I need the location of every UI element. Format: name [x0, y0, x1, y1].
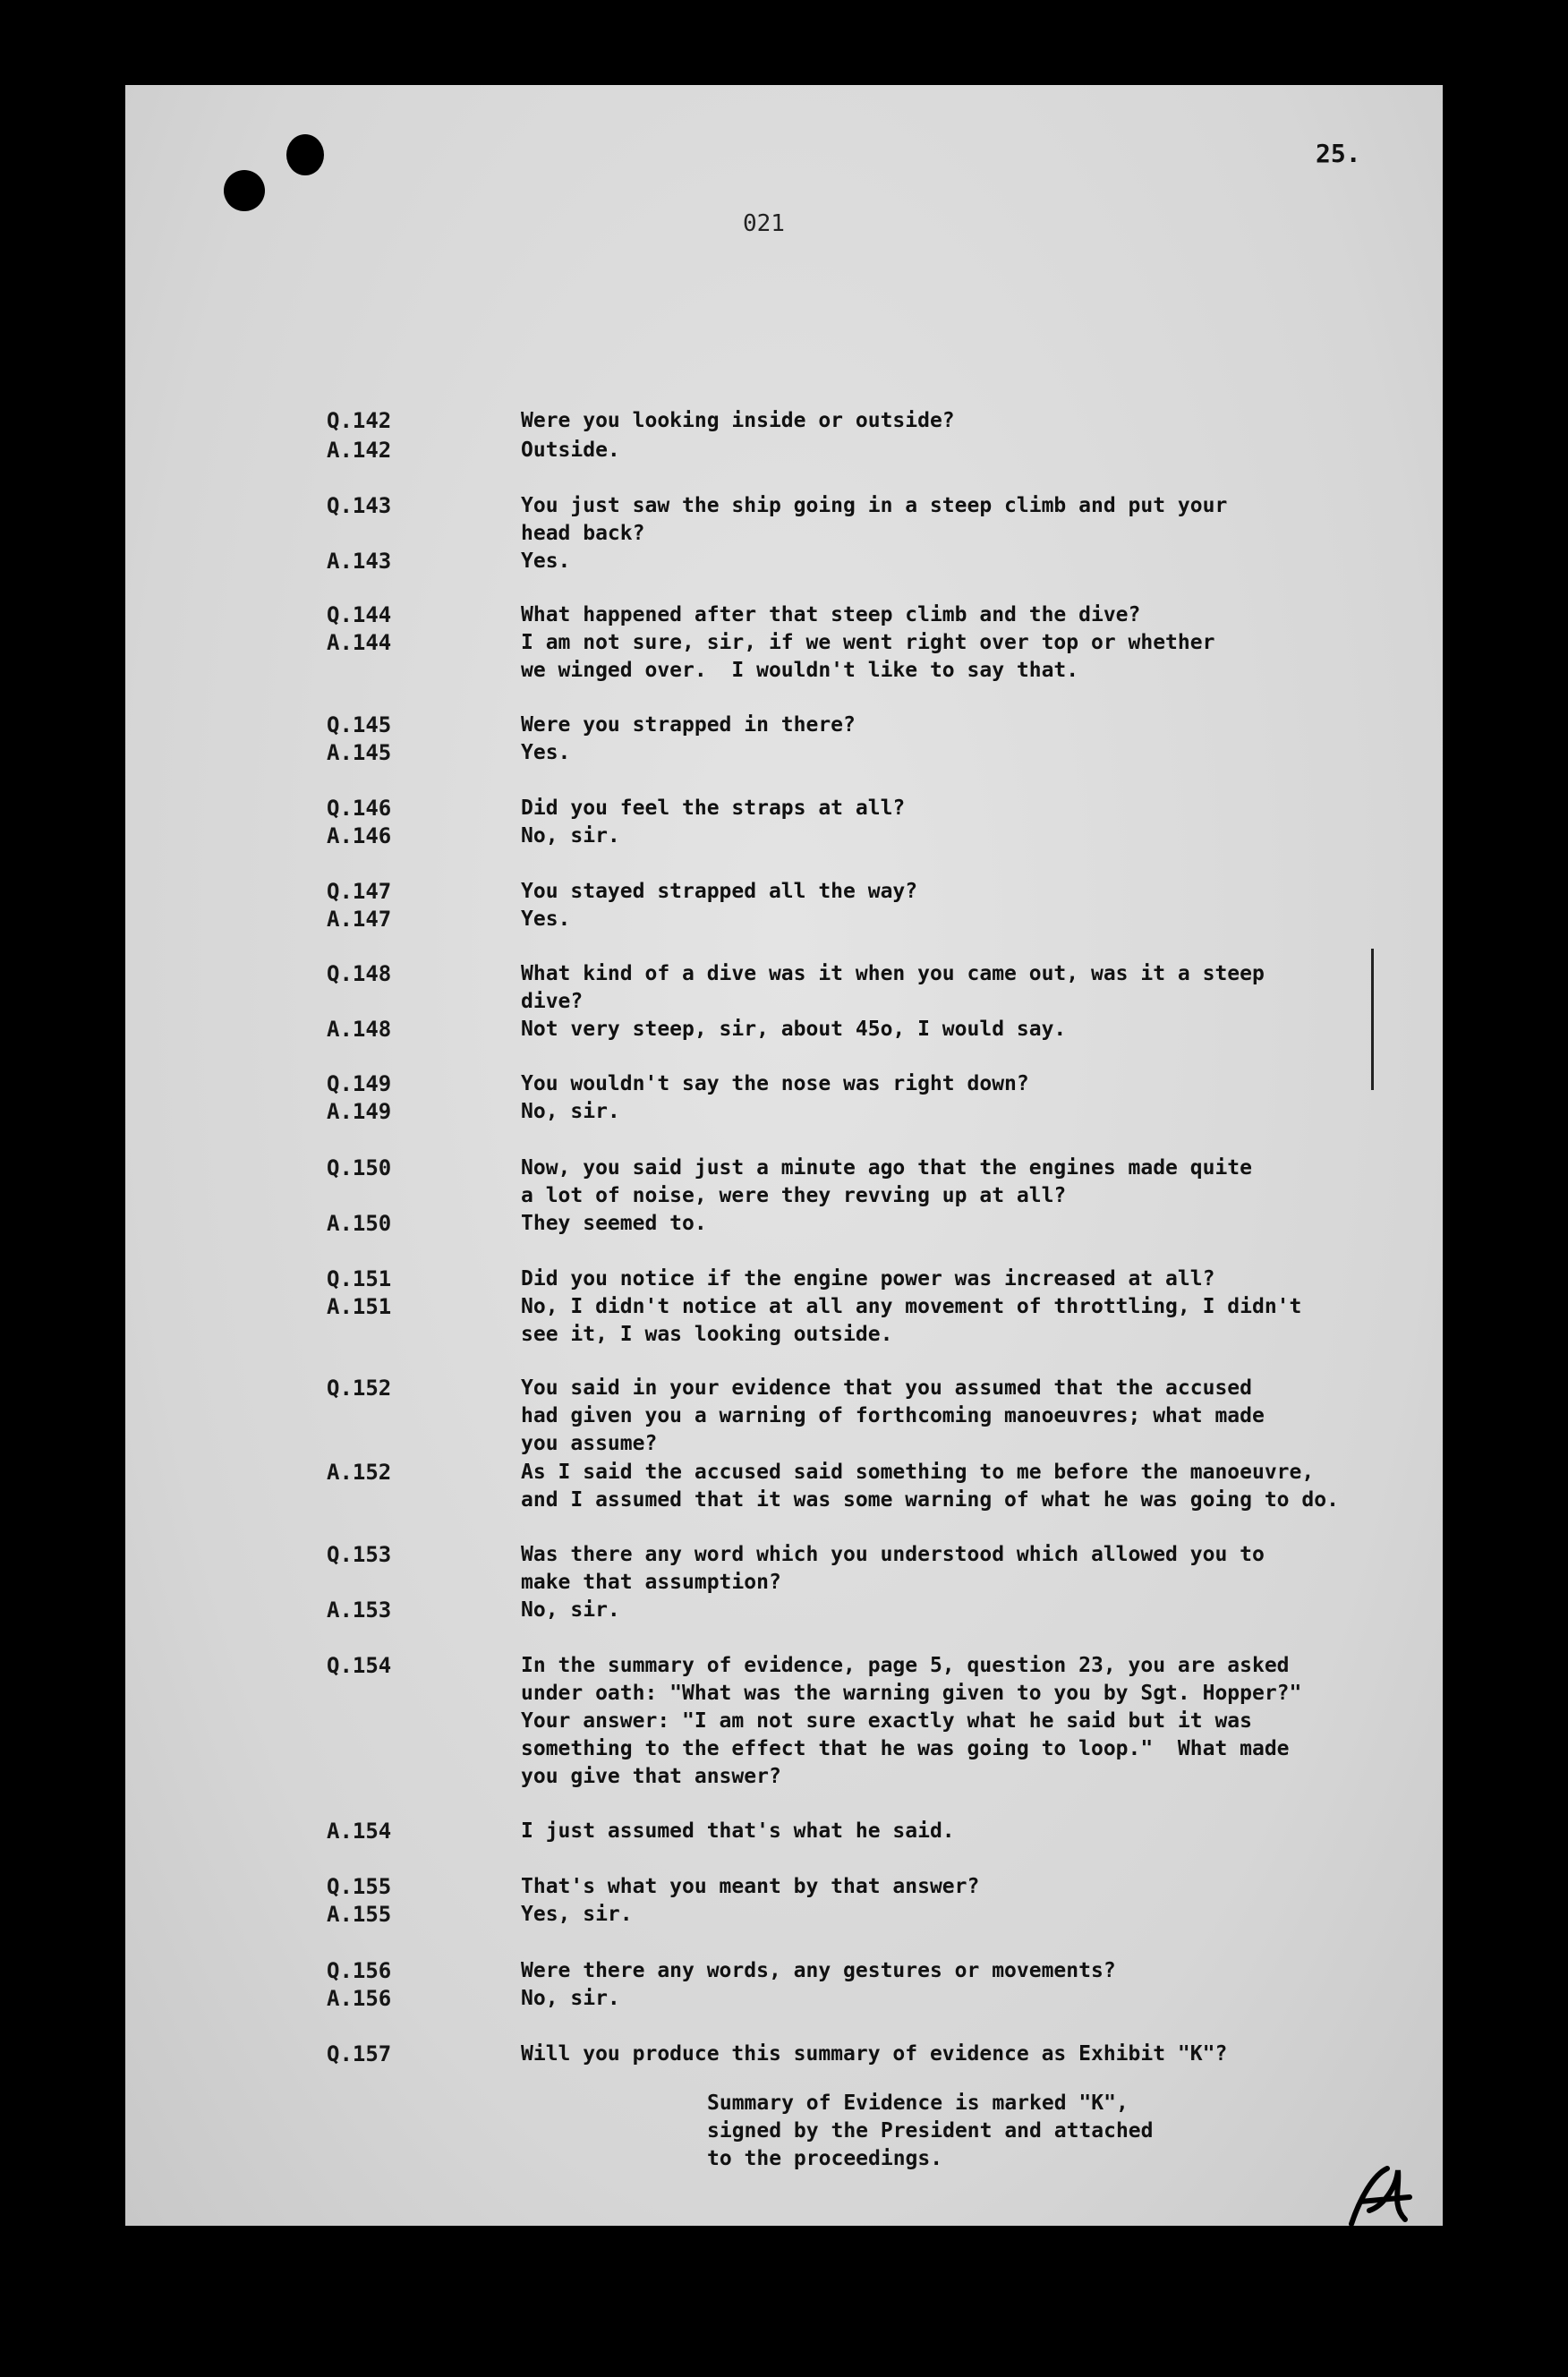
qa-label: A.142 — [327, 438, 392, 463]
exhibit-note: Summary of Evidence is marked "K", signed by the President and attached to the proceedings. — [707, 2092, 1154, 2170]
qa-label: Q.144 — [327, 602, 392, 627]
document-page — [125, 85, 1443, 2226]
qa-label: A.155 — [327, 1902, 392, 1927]
qa-text: Now, you said just a minute ago that the engines made quite a lot of noise, were they revving up at all? — [521, 1156, 1252, 1207]
qa-label: Q.143 — [327, 493, 392, 518]
qa-text: Yes. — [521, 550, 571, 573]
page-number: 25. — [1316, 139, 1361, 168]
qa-label: Q.156 — [327, 1958, 392, 1983]
qa-text: I just assumed that's what he said. — [521, 1819, 955, 1843]
qa-text: Yes, sir. — [521, 1903, 633, 1926]
qa-text: You just saw the ship going in a steep climb and put your head back? — [521, 494, 1228, 545]
qa-label: A.153 — [327, 1597, 392, 1623]
qa-text: Were you looking inside or outside? — [521, 409, 955, 432]
qa-text: Did you feel the straps at all? — [521, 797, 906, 820]
qa-text: Did you notice if the engine power was increased at all? — [521, 1267, 1215, 1291]
qa-text: Not very steep, sir, about 45o, I would say. — [521, 1018, 1067, 1041]
qa-text: That's what you meant by that answer? — [521, 1875, 980, 1898]
qa-text: No, sir. — [521, 824, 620, 848]
qa-label: A.151 — [327, 1294, 392, 1319]
qa-label: Q.151 — [327, 1266, 392, 1291]
document-code: 021 — [743, 210, 785, 237]
qa-text: No, I didn't notice at all any movement of throttling, I didn't see it, I was looking outside. — [521, 1295, 1302, 1346]
qa-label: A.156 — [327, 1986, 392, 2011]
qa-label: Q.145 — [327, 712, 392, 737]
qa-label: Q.147 — [327, 879, 392, 904]
qa-text: Were there any words, any gestures or movements? — [521, 1959, 1116, 1982]
qa-label: A.144 — [327, 630, 392, 655]
punch-hole-bottom — [224, 170, 265, 211]
qa-label: A.154 — [327, 1819, 392, 1844]
qa-label: A.146 — [327, 823, 392, 848]
qa-text: You stayed strapped all the way? — [521, 880, 918, 903]
qa-label: A.152 — [327, 1460, 392, 1485]
qa-text: They seemed to. — [521, 1212, 707, 1235]
qa-text: I am not sure, sir, if we went right over top or whether we winged over. I wouldn't like to say that. — [521, 631, 1215, 682]
qa-label: Q.142 — [327, 408, 392, 433]
qa-text: Outside. — [521, 439, 620, 462]
initials-signature — [1342, 2161, 1423, 2233]
qa-label: Q.157 — [327, 2041, 392, 2066]
qa-label: Q.153 — [327, 1542, 392, 1567]
qa-text: Will you produce this summary of evidence as Exhibit "K"? — [521, 2042, 1228, 2066]
qa-label: A.148 — [327, 1017, 392, 1042]
qa-text: As I said the accused said something to me before the manoeuvre, and I assumed that it was some warning of what he was going to do. — [521, 1461, 1339, 1512]
qa-label: Q.152 — [327, 1376, 392, 1401]
qa-label: Q.154 — [327, 1653, 392, 1678]
qa-text: You wouldn't say the nose was right down? — [521, 1072, 1029, 1095]
qa-label: Q.149 — [327, 1071, 392, 1096]
punch-hole-top — [286, 134, 324, 175]
qa-label: Q.148 — [327, 961, 392, 986]
qa-text: Was there any word which you understood which allowed you to make that assumption? — [521, 1543, 1265, 1594]
qa-text: Yes. — [521, 741, 571, 764]
margin-mark — [1371, 949, 1374, 1090]
qa-text: Were you strapped in there? — [521, 713, 856, 737]
qa-text: You said in your evidence that you assumed that the accused had given you a warning of forthcoming manoeuvres; what made you assume? — [521, 1376, 1265, 1455]
qa-label: Q.155 — [327, 1874, 392, 1899]
qa-text: What kind of a dive was it when you came out, was it a steep dive? — [521, 962, 1265, 1013]
qa-label: Q.150 — [327, 1155, 392, 1180]
qa-text: No, sir. — [521, 1987, 620, 2010]
qa-label: A.143 — [327, 549, 392, 574]
qa-label: A.147 — [327, 907, 392, 932]
qa-label: A.145 — [327, 740, 392, 765]
qa-text: Yes. — [521, 907, 571, 931]
qa-text: No, sir. — [521, 1598, 620, 1622]
qa-label: Q.146 — [327, 796, 392, 821]
qa-label: A.149 — [327, 1099, 392, 1124]
qa-label: A.150 — [327, 1211, 392, 1236]
qa-text: No, sir. — [521, 1100, 620, 1123]
qa-text: What happened after that steep climb and the dive? — [521, 603, 1141, 626]
qa-text: In the summary of evidence, page 5, question 23, you are asked under oath: "What was the warning given to you by Sgt. Hopper?" Your answer: "I am not sure exactly what he said but it was something to the effect that he was going to loop." What made you give that answer? — [521, 1654, 1302, 1788]
